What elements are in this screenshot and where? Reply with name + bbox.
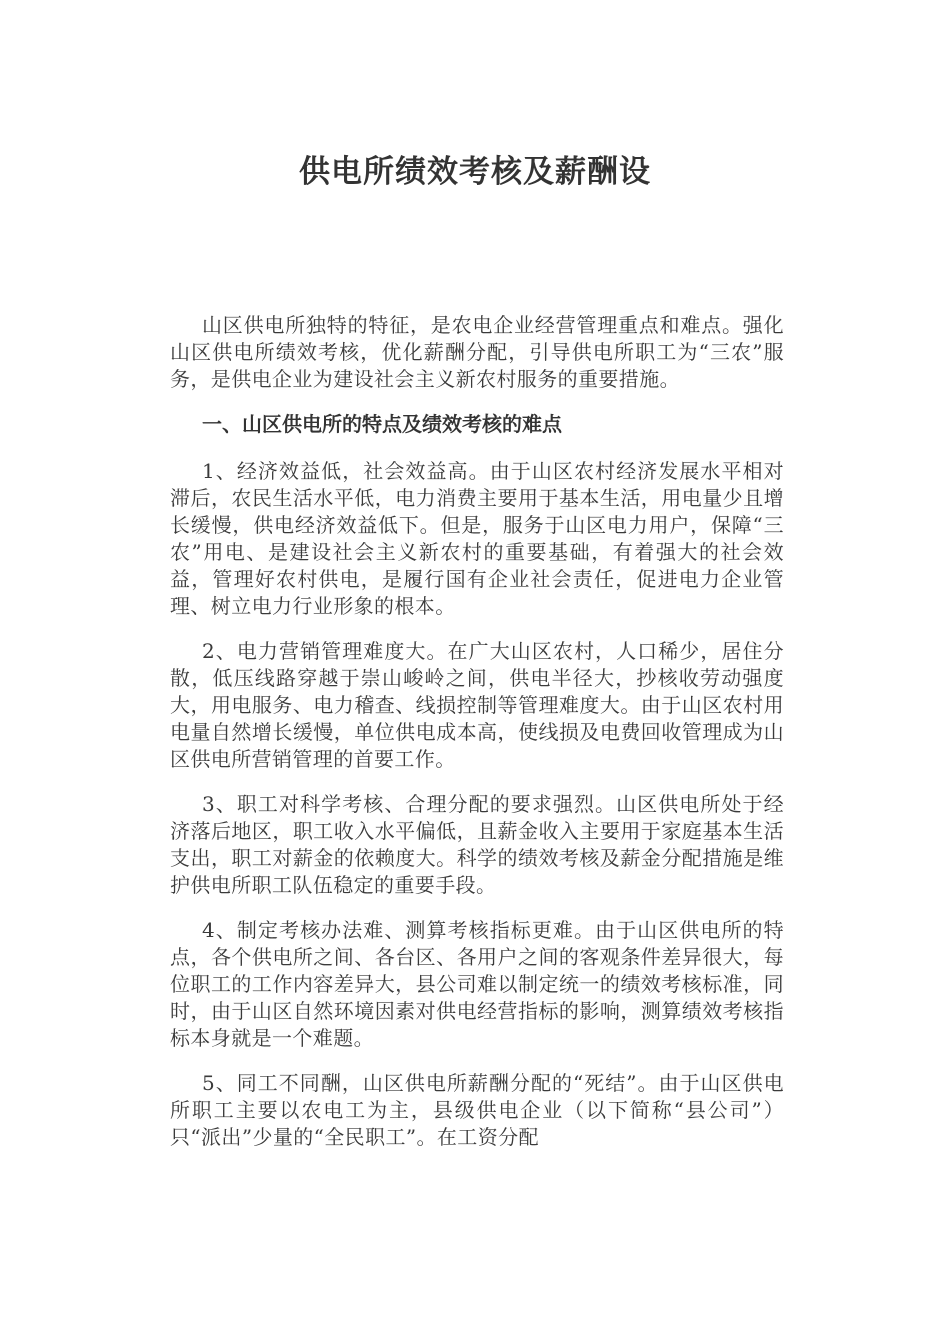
paragraph-2: 2、电力营销管理难度大。在广大山区农村，人口稀少，居住分散，低压线路穿越于崇山峻岭之间，供电半径大，抄核收劳动强度大，用电服务、电力稽查、线损控制等管理难度大。由于山区农村用电量自然增长缓慢，单位供电成本高，使线损及电费回收管理成为山区供电所营销管理的首要工作。	[170, 639, 784, 771]
document-body	[170, 312, 784, 1169]
paragraph-4: 4、制定考核办法难、测算考核指标更难。由于山区供电所的特点，各个供电所之间、各台区、各用户之间的客观条件差异很大，每位职工的工作内容差异大，县公司难以制定统一的绩效考核标准，同时，由于山区自然环境因素对供电经营指标的影响，测算绩效考核指标本身就是一个难题。	[170, 918, 784, 1050]
document-title: 供电所绩效考核及薪酬设	[299, 154, 651, 190]
paragraph-3: 3、职工对科学考核、合理分配的要求强烈。山区供电所处于经济落后地区，职工收入水平偏低，且薪金收入主要用于家庭基本生活支出，职工对薪金的依赖度大。科学的绩效考核及薪金分配措施是维护供电所职工队伍稳定的重要手段。	[170, 792, 784, 897]
section-heading: 一、山区供电所的特点及绩效考核的难点	[202, 412, 562, 436]
intro-paragraph: 山区供电所独特的特征，是农电企业经营管理重点和难点。强化山区供电所绩效考核，优化薪酬分配，引导供电所职工为“三农”服务，是供电企业为建设社会主义新农村服务的重要措施。	[170, 313, 784, 391]
paragraph-5: 5、同工不同酬，山区供电所薪酬分配的“死结”。由于山区供电所职工主要以农电工为主，县级供电企业（以下简称“县公司”）只“派出”少量的“全民职工”。在工资分配	[170, 1071, 784, 1149]
paragraph-1: 1、经济效益低，社会效益高。由于山区农村经济发展水平相对滞后，农民生活水平低，电力消费主要用于基本生活，用电量少且增长缓慢，供电经济效益低下。但是，服务于山区电力用户，保障“三农”用电、是建设社会主义新农村的重要基础，有着强大的社会效益，管理好农村供电，是履行国有企业社会责任，促进电力企业管理、树立电力行业形象的根本。	[170, 459, 784, 618]
